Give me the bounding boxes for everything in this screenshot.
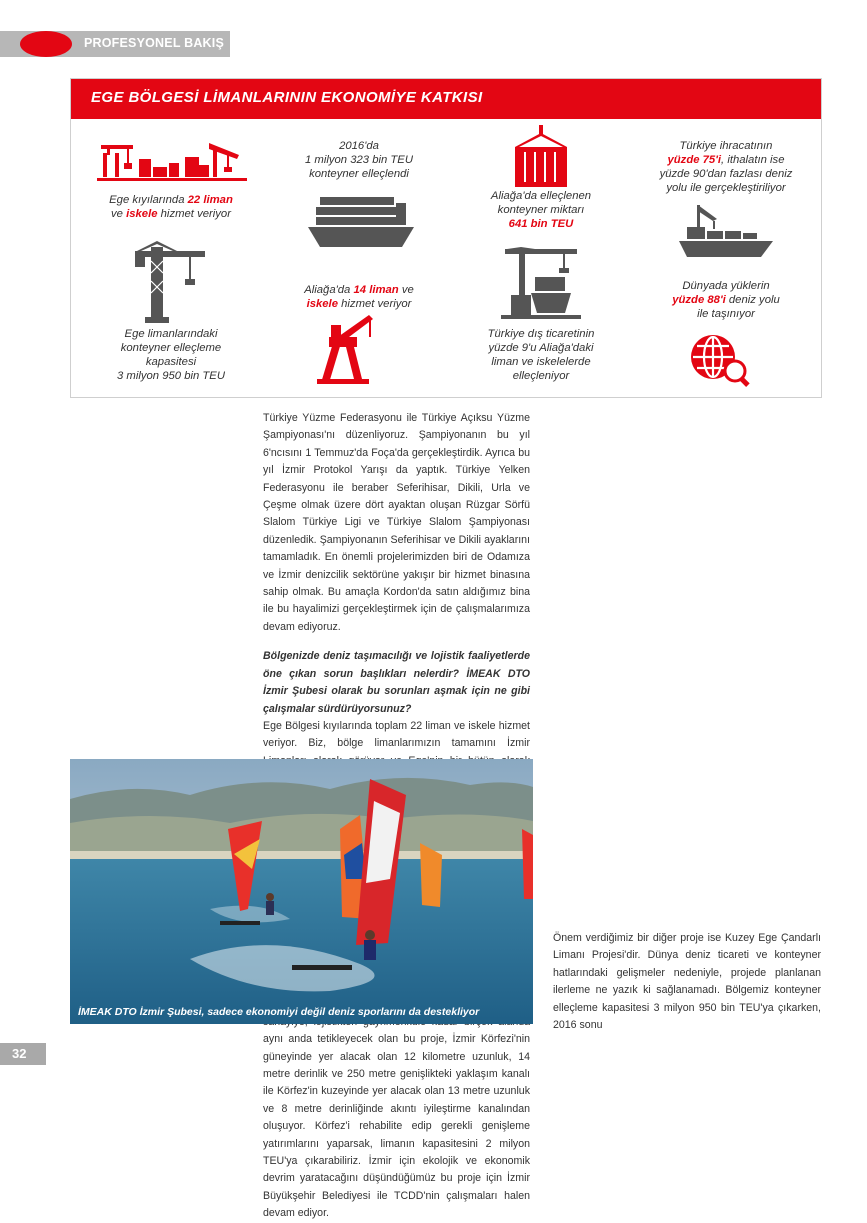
article-column-2 [553, 410, 821, 1034]
windsurf-photo [70, 759, 533, 1024]
section-title: PROFESYONEL BAKIŞ [84, 36, 224, 50]
container-icon [511, 125, 571, 189]
crane-ship-icon [501, 247, 581, 321]
cargo-ship-icon [306, 191, 416, 249]
infographic-caption-capacity: Ege limanlarındaki konteyner elleçleme kapasitesi 3 milyon 950 bin TEU [117, 328, 225, 382]
infographic-caption-world-freight: Dünyada yüklerin yüzde 88'i deniz yolu ile taşınıyor [672, 280, 780, 320]
harbor-crane-icon [311, 313, 381, 385]
infographic-caption-aliaga-containers: Aliağa'da elleçlenen konteyner miktarı 641 bin TEU [490, 190, 592, 230]
infographic-caption-aliaga-ports: Aliağa'da 14 liman ve iskele hizmet veriyor [304, 284, 414, 310]
article-paragraph: Ege Bölgesi kıyılarında toplam 22 liman ve iskele hizmet veriyor. Biz, bölge limanlarımızın tamamını İzmir aynı anda tetikleyecek olan bu proje, İzmir Körfezi'nin güneyinde yer alacak olan 12 kilometre uzunluk, 14 metre derinlik ve 250 metre genişlikteki yaklaşım kanalı ile Körfez'in kuzeyinde yer alacak olan 13 metre uzunluk ve 8 metre derinliğinde akıntı iyileştirme kanalından oluşuyor. Körfez'i rehabilite edip gerekli genişleme yatırımlarını yaparsak, limanın kapasitesini 2 milyon TEU'ya çıkarabiliriz. İzmir için ekolojik ve ekonomik devrim yaratacağını düşündüğümüz bu proje için İzmir Büyükşehir Belediyesi ile TCDD'nin çalışmaları halen devam ediyor. [263, 719, 530, 1220]
crane-icon [131, 241, 211, 325]
infographic-caption-2016: 2016'da 1 milyon 323 bin TEU konteyner elleçlendi [305, 140, 413, 180]
infographic-box [70, 78, 822, 398]
interview-question: Bölgenizde deniz taşımacılığı ve lojistik faaliyetlerde öne çıkan sorun başlıkları nelerdir? İMEAK DTO İzmir Şubesi olarak bu sorunları aşmak için ne gibi çalışmalar sürdürüyorsunuz? [263, 650, 530, 715]
article-paragraph: Önem verdiğimiz bir diğer proje ise Kuzey Ege Çandarlı Limanı Projesi'dir. Dünya deniz ticareti ve konteyner hatlarındaki gelişmeler nedeniyle, projede planlanan ilerleme ne yazık ki sağlanamadı. Bölgemiz konteyner elleçleme kapasitesi 3 milyon 950 bin TEU'ya çıkarken, 2016 sonu [553, 932, 821, 1032]
infographic-title: EGE BÖLGESİ LİMANLARININ EKONOMİYE KATKISI [91, 89, 483, 106]
globe-search-icon [689, 331, 751, 387]
container-ship-icon [677, 201, 775, 263]
infographic-caption-trade-share: Türkiye dış ticaretinin yüzde 9'u Aliağa'daki liman ve iskelelerde elleçleniyor [487, 328, 595, 382]
article-paragraph: Türkiye Yüzme Federasyonu ile Türkiye Açıksu Yüzme Şampiyonası'nı düzenliyoruz. Şampiyonanın bu yıl 6'ncısını 1 Temmuz'da Foça'da gerçekleştirdik. Ayrıca bu yıl İzmir Protokol Yarışı da yaptık. Türkiye Yelken Federasyonu ile beraber Seferihisar, Dikili, Urla ve Çeşme olmak üzere dört ayaktan oluşan Rüzgar Sörfü Slalom Türkiye Ligi ve Türkiye Slalom Şampiyonası düzenledik. Şampiyonanın Seferihisar ve Dikili ayaklarını tamamladık. En önemli projelerimizden biri de Odamıza ve İzmir denizcilik sektörüne yakışır bir hizmet binasına sahip olmak. Bu amaçla Kordon'da satın aldığımız bina ile bu hayalimizi gerçekleştirmek için de çalışmalarımıza devam ediyoruz. [263, 412, 530, 633]
section-header-badge [20, 31, 72, 57]
photo-caption: İMEAK DTO İzmir Şubesi, sadece ekonomiyi değil deniz sporlarını da destekliyor [78, 1006, 480, 1018]
page-number: 32 [12, 1046, 27, 1061]
infographic-caption-ports: Ege kıyılarında 22 liman ve iskele hizmet veriyor [109, 194, 233, 220]
infographic-caption-export-import: Türkiye ihracatının yüzde 75'i, ithalatın ise yüzde 90'dan fazlası deniz yolu ile gerçekleştiriliyor [659, 140, 793, 194]
port-skyline-icon [97, 133, 247, 185]
